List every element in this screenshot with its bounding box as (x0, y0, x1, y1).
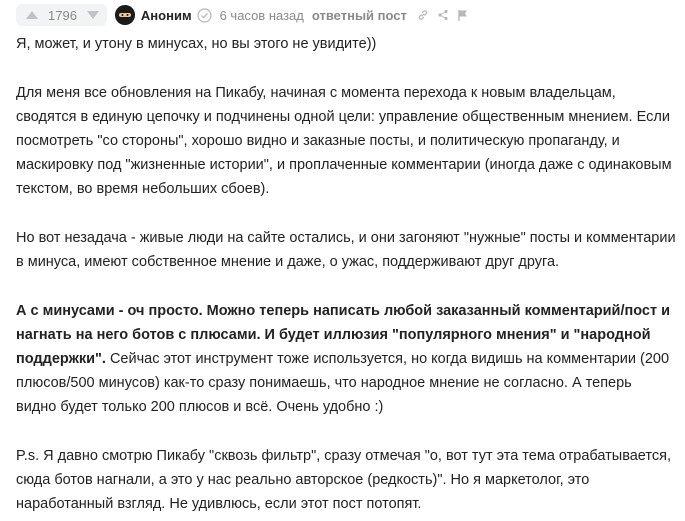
rating-value: 1796 (48, 7, 77, 23)
post-header (16, 4, 477, 26)
downvote-button[interactable] (85, 4, 101, 26)
link-icon (417, 9, 429, 21)
check-circle-icon (197, 8, 212, 23)
flag-icon (457, 9, 469, 22)
triangle-down-icon (87, 11, 99, 19)
paragraph-4-bold: А с минусами - оч просто. Можно теперь написать любой заказанный комментарий/пост и нагнать на него ботов с плюсами. И будет иллюзия "популярного мнения" и "народной поддержки". (16, 303, 671, 367)
post-content (16, 32, 676, 516)
paragraph-4-rest: Сейчас этот инструмент тоже используется, но когда видишь на комментарии (200 плюсов/500 минусов) как-то сразу понимаешь, что народное мнение не согласно. А теперь видно будет только 200 плюсов и всё. Очень удобно :) (16, 351, 670, 415)
rating-box (16, 4, 107, 26)
author-name[interactable]: Аноним (140, 7, 192, 23)
triangle-up-icon (26, 11, 38, 19)
paragraph-3: Но вот незадача - живые люди на сайте остались, и они загоняют "нужные" посты и комментарии в минуса, имеют собственное мнение и даже, о ужас, поддерживают друг друга. (16, 230, 676, 270)
copy-link-button[interactable] (417, 8, 429, 22)
share-icon (437, 9, 449, 21)
post-time[interactable]: 6 часов назад (219, 7, 304, 23)
ninja-avatar-icon (115, 5, 135, 25)
verified-badge (197, 8, 212, 23)
paragraph-1: Я, может, и утону в минусах, но вы этого не увидите)) (16, 36, 377, 52)
paragraph-2: Для меня все обновления на Пикабу, начиная с момента перехода к новым владельцам, сводятся в единую цепочку и подчинены одной цели: управление общественным мнением. Если посмотреть "со стороны", хорошо видно и заказные посты, и политическую пропаганду, и маскировку под "жизненные истории", и проплаченные комментарии (иногда даже с одинаковым текстом, во время небольших сбоев). (16, 85, 672, 197)
upvote-button[interactable] (24, 4, 40, 26)
paragraph-5: P.s. Я давно смотрю Пикабу "сквозь фильтр", сразу отмечая "о, вот тут эта тема отрабатывается, сюда ботов нагнали, а это у нас реально авторское (редкость)". Но я маркетолог, это наработанный взгляд. Не удивлюсь, если этот пост потопят. (16, 448, 671, 512)
reply-post-link[interactable]: ответный пост (311, 7, 407, 23)
report-button[interactable] (457, 8, 469, 22)
paragraph-4 (16, 299, 676, 419)
avatar[interactable] (115, 5, 135, 25)
share-button[interactable] (437, 8, 449, 22)
